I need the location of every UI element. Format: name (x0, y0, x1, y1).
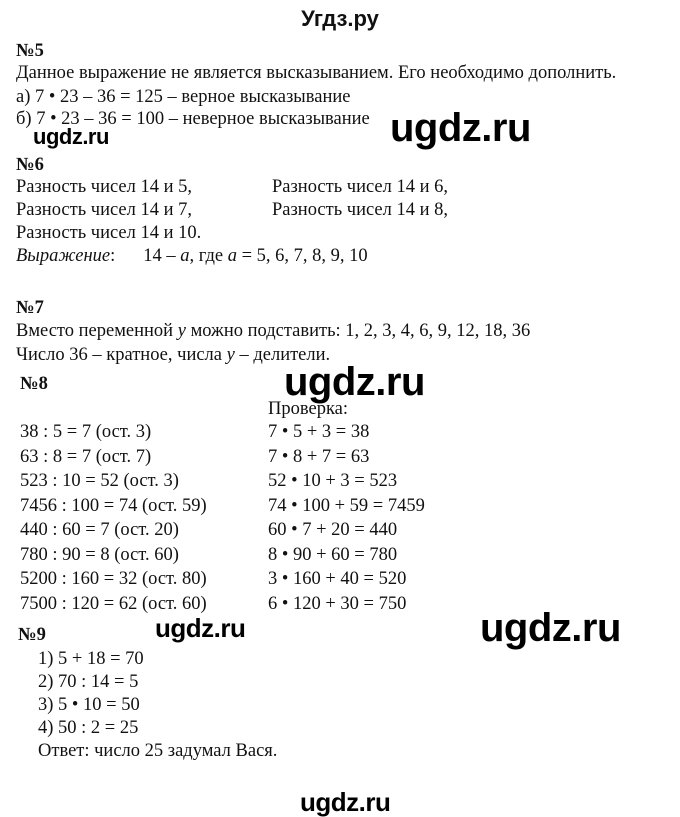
task-5-line: а) 7 • 23 – 36 = 125 – верное высказывание (16, 87, 351, 107)
check-row: 7 • 8 + 7 = 63 (268, 446, 370, 467)
task-9-answer: Ответ: число 25 задумал Вася. (38, 741, 278, 761)
task-6-heading: №6 (16, 155, 44, 175)
task-9-step: 1) 5 + 18 = 70 (38, 649, 144, 669)
check-row: 60 • 7 + 20 = 440 (268, 520, 398, 540)
check-row: 74 • 100 + 59 = 7459 (268, 495, 425, 516)
text: Число 36 – кратное, числа (16, 345, 227, 365)
check-row: 8 • 90 + 60 = 780 (268, 544, 398, 565)
expr-variable: a (227, 246, 237, 266)
variable: y (226, 345, 235, 365)
division-row: 780 : 90 = 8 (ост. 60) (20, 544, 179, 565)
division-row: 5200 : 160 = 32 (ост. 80) (20, 569, 207, 589)
task-9-step: 4) 50 : 2 = 25 (38, 718, 139, 738)
task-7-line (16, 320, 530, 342)
task-9-step: 2) 70 : 14 = 5 (38, 672, 139, 692)
expr-part: 14 – (143, 246, 181, 266)
task-5-line: б) 7 • 23 – 36 = 100 – неверное высказывание (16, 109, 370, 129)
variable: y (177, 321, 186, 341)
task-6-item: Разность чисел 14 и 10. (16, 223, 202, 243)
watermark: ugdz.ru (390, 106, 531, 150)
watermark: ugdz.ru (33, 124, 109, 149)
division-row: 38 : 5 = 7 (ост. 3) (20, 422, 152, 442)
task-6-expression (16, 245, 368, 267)
watermark: ugdz.ru (480, 606, 621, 650)
task-6-item: Разность чисел 14 и 6, (272, 177, 449, 197)
division-row: 63 : 8 = 7 (ост. 7) (20, 446, 152, 467)
task-9-step: 3) 5 • 10 = 50 (38, 695, 140, 715)
check-label: Проверка: (268, 399, 349, 419)
expr-part: , где (189, 246, 228, 266)
task-7-heading: №7 (16, 298, 44, 318)
task-6-item: Разность чисел 14 и 5, (16, 177, 193, 197)
watermark: ugdz.ru (155, 613, 246, 643)
check-row: 52 • 10 + 3 = 523 (268, 471, 398, 491)
division-row: 7500 : 120 = 62 (ост. 60) (20, 593, 207, 614)
division-row: 523 : 10 = 52 (ост. 3) (20, 471, 179, 491)
task-5-line: Данное выражение не является высказыванием. Его необходимо дополнить. (16, 63, 617, 83)
site-title: Угдз.ру (301, 6, 379, 31)
expr-part: = 5, 6, 7, 8, 9, 10 (236, 246, 368, 266)
check-row: 6 • 120 + 30 = 750 (268, 593, 407, 614)
task-9-heading: №9 (18, 625, 46, 645)
text: Вместо переменной (16, 321, 178, 341)
division-row: 440 : 60 = 7 (ост. 20) (20, 520, 179, 540)
task-8-heading: №8 (20, 374, 48, 394)
colon: : (110, 246, 116, 266)
check-row: 3 • 160 + 40 = 520 (268, 569, 407, 589)
task-5-heading: №5 (16, 41, 44, 61)
division-row: 7456 : 100 = 74 (ост. 59) (20, 495, 207, 516)
expression-label: Выражение (16, 246, 111, 266)
task-6-item: Разность чисел 14 и 7, (16, 200, 193, 220)
check-row: 7 • 5 + 3 = 38 (268, 422, 370, 442)
expr-variable: a (180, 246, 190, 266)
task-6-item: Разность чисел 14 и 8, (272, 200, 449, 220)
watermark: ugdz.ru (300, 787, 391, 817)
watermark: ugdz.ru (284, 360, 425, 404)
text: можно подставить: 1, 2, 3, 4, 6, 9, 12, 18, 36 (185, 321, 531, 341)
text: – делители. (234, 345, 331, 365)
